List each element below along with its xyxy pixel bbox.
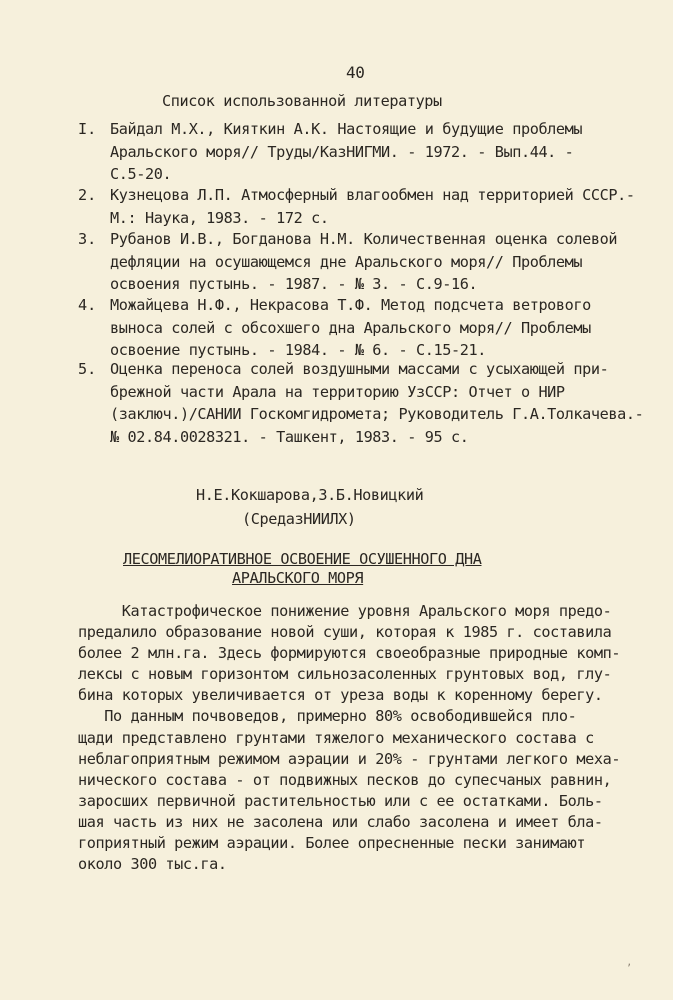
reference-line: выноса солей с обсохшего дна Аральского моря// Проблемы [110, 318, 591, 337]
reference-line: освоение пустынь. - 1984. - № 6. - С.15-21. [110, 341, 486, 359]
page-number: 40 [346, 63, 365, 82]
body-line: гоприятный режим аэрации. Более опресненные пески занимают [78, 834, 586, 853]
reference-line: Кузнецова Л.П. Атмосферный влагообмен над территорией СССР.- [110, 186, 635, 204]
references-heading: Список использованной литературы [162, 92, 442, 110]
reference-line: Оценка переноса солей воздушными массами с усыхающей при- [110, 360, 609, 378]
body-line: нического состава - от подвижных песков до супесчаных равнин, [78, 770, 612, 789]
reference-number: 4. [78, 296, 97, 314]
reference-line: № 02.84.0028321. - Ташкент, 1983. - 95 с. [110, 427, 469, 446]
article-organization: (СредазНИИЛХ) [242, 510, 356, 528]
article-title-line: ЛЕСОМЕЛИОРАТИВНОЕ ОСВОЕНИЕ ОСУШЕННОГО ДНА [123, 550, 482, 568]
body-line: Катастрофическое понижение уровня Аральского моря предо- [78, 602, 612, 620]
reference-line: М.: Наука, 1983. - 172 с. [110, 208, 329, 227]
reference-number: 5. [78, 360, 97, 378]
scan-mark: ʼ [626, 963, 633, 974]
body-line: бина которых увеличивается от уреза воды к коренному берегу. [78, 686, 603, 705]
body-line: предалило образование новой суши, которая к 1985 г. составила [78, 623, 612, 642]
reference-line: (заключ.)/САНИИ Госкомгидромета; Руководитель Г.А.Толкачева.- [110, 405, 644, 423]
body-line: щади представлено грунтами тяжелого механического состава с [78, 728, 594, 747]
body-line: неблагоприятным режимом аэрации и 20% - грунтами легкого меха- [78, 749, 621, 768]
reference-number: I. [78, 120, 97, 138]
body-line: По данным почвоведов, примерно 80% освободившейся пло- [78, 707, 577, 726]
body-line: около 300 тыс.га. [78, 855, 227, 874]
reference-line: брежной части Арала на территорию УзССР: Отчет о НИР [110, 382, 565, 401]
body-line: лексы с новым горизонтом сильнозасоленных грунтовых вод, глу- [78, 665, 612, 684]
body-line: заросших первичной растительностью или с ее остатками. Боль- [78, 791, 603, 810]
article-title-line: АРАЛЬСКОГО МОРЯ [232, 569, 364, 587]
reference-line: дефляции на осушающемся дне Аральского моря// Проблемы [110, 252, 583, 271]
reference-line: освоения пустынь. - 1987. - № 3. - С.9-16. [110, 275, 478, 293]
body-line: шая часть из них не засолена или слабо засолена и имеет бла- [78, 812, 603, 831]
reference-number: 2. [78, 186, 97, 204]
body-line: более 2 млн.га. Здесь формируются своеобразные природные комп- [78, 644, 621, 663]
reference-line: С.5-20. [110, 165, 172, 183]
reference-number: 3. [78, 230, 97, 248]
reference-line: Можайцева Н.Ф., Некрасова Т.Ф. Метод подсчета ветрового [110, 296, 591, 314]
reference-line: Байдал М.Х., Кияткин А.К. Настоящие и будущие проблемы [110, 120, 583, 138]
article-authors: Н.Е.Кокшарова,З.Б.Новицкий [196, 486, 424, 504]
article-body [78, 601, 648, 875]
reference-line: Рубанов И.В., Богданова Н.М. Количественная оценка солевой [110, 230, 618, 248]
reference-line: Аральского моря// Труды/КазНИГМИ. - 1972. - Вып.44. - [110, 142, 574, 161]
